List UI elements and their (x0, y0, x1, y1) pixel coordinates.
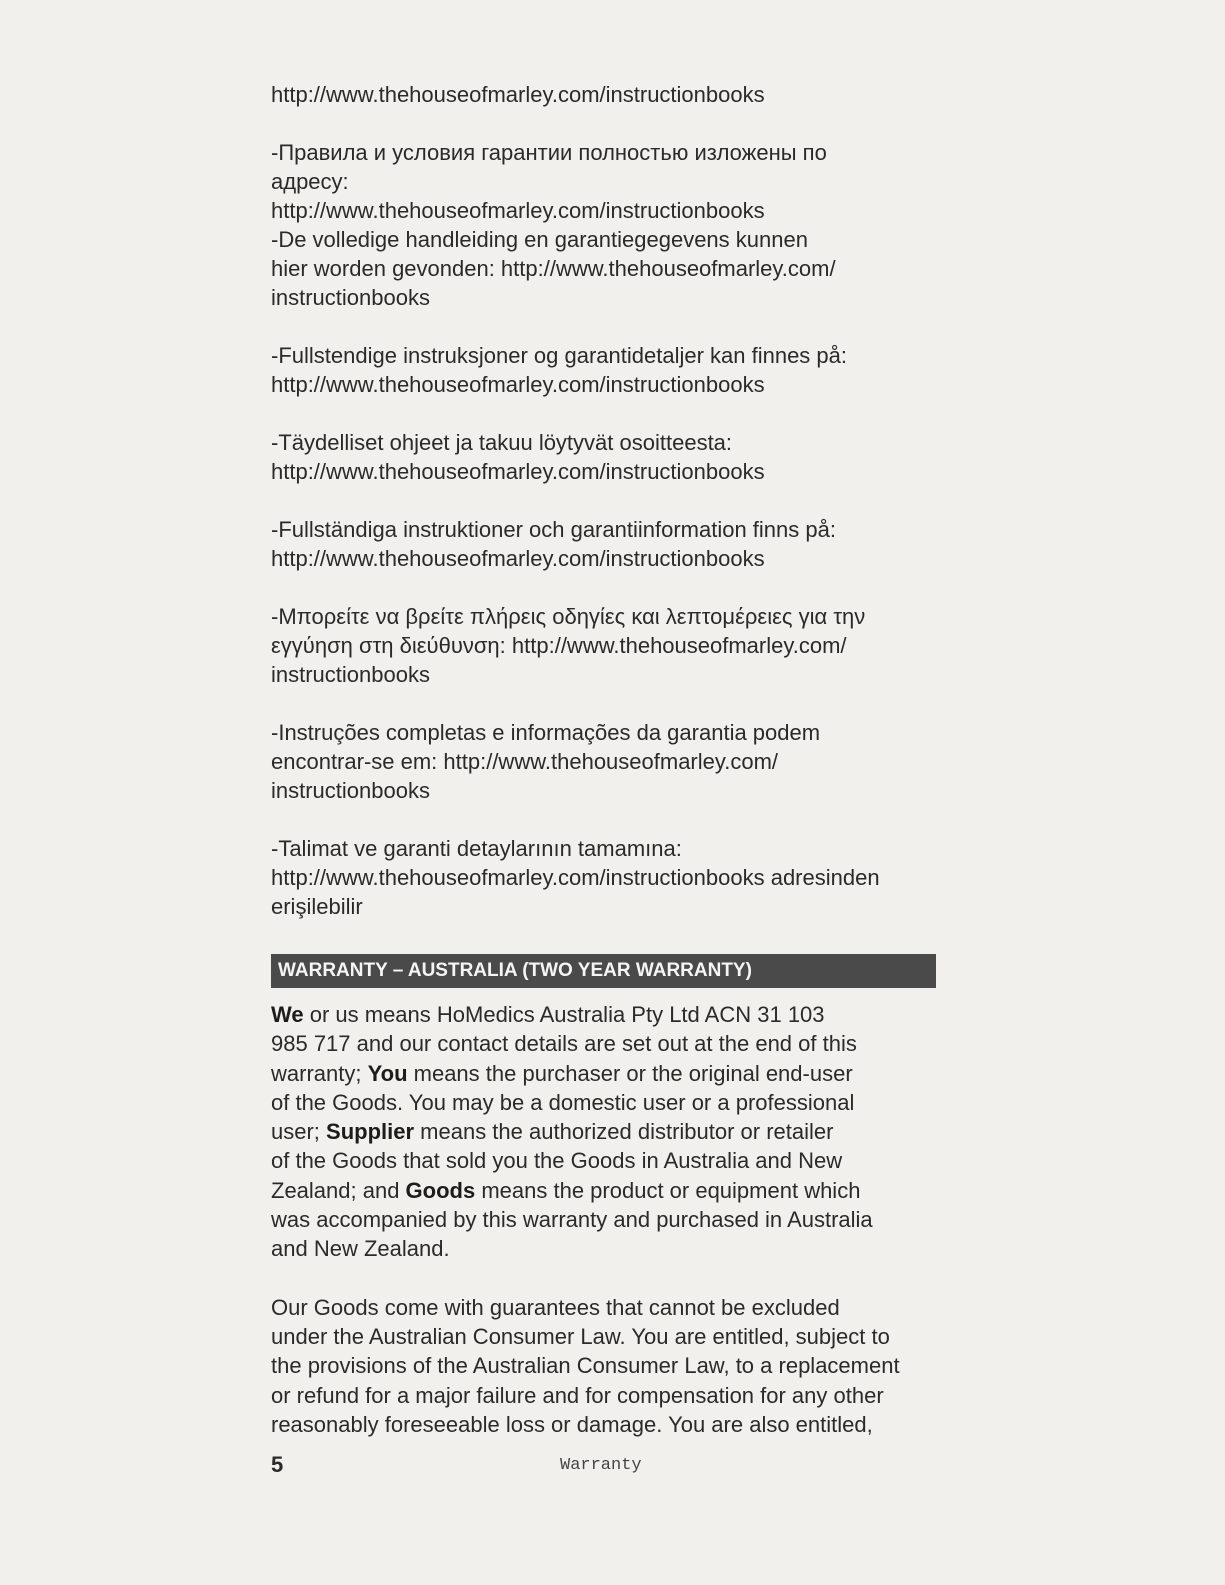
link-url[interactable]: http://www.thehouseofmarley.com/instructionbooks (271, 459, 765, 484)
block-russian-dutch: -Правила и условия гарантии полностью изложены по адресу: http://www.thehouseofmarley.com/instructionbooks -De volledige handleiding en garantiegegevens kunnen hier worden gevonden: http://www.thehouseofmarley.com/ instructionbooks (271, 138, 936, 312)
term-supplier: Supplier (326, 1119, 415, 1145)
multilingual-instructions (271, 80, 936, 921)
term-we: We (271, 1002, 304, 1027)
link-url[interactable]: http://www.thehouseofmarley.com/instructionbooks (271, 546, 765, 571)
block-swedish: -Fullständiga instruktioner och garantiinformation finns på: http://www.thehouseofmarley.com/instructionbooks (271, 515, 936, 573)
link-url[interactable]: http://www.thehouseofmarley.com/instructionbooks (271, 372, 765, 397)
block-turkish: -Talimat ve garanti detaylarının tamamına: http://www.thehouseofmarley.com/instructionbooks adresinden erişilebilir (271, 836, 880, 919)
link-url[interactable]: http://www.thehouseofmarley.com/instructionbooks (271, 198, 765, 223)
term-goods: Goods (405, 1177, 476, 1203)
block-finnish: -Täydelliset ohjeet ja takuu löytyvät osoitteesta: http://www.thehouseofmarley.com/instructionbooks (271, 428, 936, 486)
intro-url: http://www.thehouseofmarley.com/instructionbooks (271, 82, 765, 107)
footer-section-label: Warranty (560, 1456, 642, 1475)
section-heading-banner: WARRANTY – AUSTRALIA (TWO YEAR WARRANTY) (271, 954, 936, 988)
block-greek: -Μπορείτε να βρείτε πλήρεις οδηγίες και λεπτομέρειες για την εγγύηση στη διεύθυνση: http://www.thehouseofmarley.com/ instructionbooks (271, 604, 866, 687)
block-portuguese: -Instruções completas e informações da garantia podem encontrar-se em: http://www.thehouseofmarley.com/ instructionbooks (271, 720, 821, 803)
term-you: You (367, 1060, 408, 1086)
block-norwegian: -Fullstendige instruksjoner og garantidetaljer kan finnes på: http://www.thehouseofmarley.com/instructionbooks (271, 341, 936, 399)
definitions-paragraph: We or us means HoMedics Australia Pty Ltd ACN 31 103 985 717 and our contact details are set out at the end of this warranty; You means the purchaser or the original end-user of the Goods. You may be a domestic user or a professional user; Supplier means the authorized distributor or retailer of the Goods that sold you the Goods in Australia and New Zealand; and Goods means the product or equipment which was accompanied by this warranty and purchased in Australia and New Zealand. (271, 1002, 873, 1262)
guarantee-paragraph: Our Goods come with guarantees that cannot be excluded under the Australian Consumer Law. You are entitled, subject to the provisions of the Australian Consumer Law, to a replacement or refund for a major failure and for compensation for any other reasonably foreseeable loss or damage. You are also entitled, (271, 1294, 900, 1437)
page-number: 5 (271, 1452, 284, 1477)
warranty-text (271, 1000, 936, 1439)
